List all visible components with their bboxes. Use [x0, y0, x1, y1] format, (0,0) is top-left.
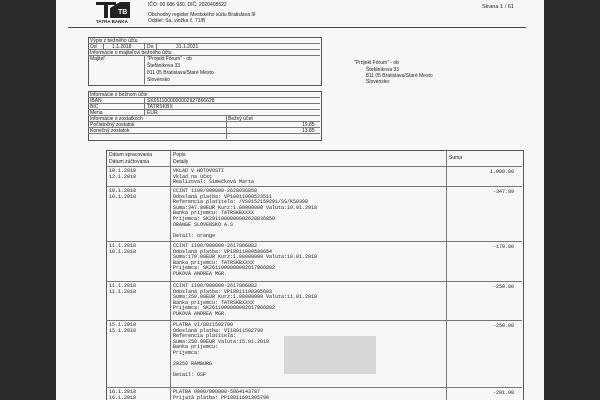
closing-balance-label: Konečný zostatok [90, 128, 130, 134]
tx-detail-line: Detail: OSF [173, 372, 207, 379]
account-section-title: Informácie o bežnom účte [90, 92, 148, 98]
bic-label: BIC [90, 104, 99, 110]
to-date: 31.1.2021 [176, 44, 199, 50]
tx-detail-line: Príjemca: SK2911000000002628036850 [173, 216, 276, 222]
tx-detail-line: Banka príjemcu: TATRSKBXXXX [173, 210, 255, 217]
register-line-2: Oddiel: Sa, vložka č. 71/B [148, 18, 206, 24]
balances-type: Bežný účet [228, 116, 253, 122]
tx-detail-line: PLATBA VI/0011502790 [173, 322, 234, 328]
tx-amount: -291.00 [492, 390, 514, 396]
iban-value: SK6511000000002927866628 [147, 98, 215, 104]
owner-city: 811 05 Bratislava/Staré Mesto [147, 70, 214, 76]
tx-amount: 1.000.00 [489, 169, 514, 175]
tx-detail-line: Referencia platiteľa: /VS0152159291/SS/KS0308 [173, 199, 309, 206]
from-date: 1.1.2018 [112, 44, 132, 50]
currency-value: EUR [147, 110, 158, 116]
balances-section-title: Informácie o zostatkoch [90, 116, 143, 122]
period-title: Výpis z bežného účtu [90, 38, 138, 44]
opening-balance-value: 19.85 [302, 122, 315, 128]
logo-text: TATRA BANKA [96, 19, 128, 24]
tx-detail-line: Odoslaná platba: VP18011000590654 [173, 248, 273, 255]
tx-detail-line: Odoslaná platba: VP18011000523511 [173, 193, 273, 200]
tx-date-processing: 11.1.2018 [109, 283, 137, 289]
tx-detail-line: Príjemca: SK2611000000002617866882 [173, 265, 276, 272]
tx-date-settlement: 10.1.2018 [109, 194, 137, 200]
tx-detail-line: Detail: orange [173, 232, 216, 239]
register-line-1: Obchodný register Mestského súdu Bratislava III [148, 12, 256, 18]
closing-balance-value: 13.85 [302, 128, 315, 134]
tx-detail-line: Prijatá platba: PP18011601395790 [173, 394, 270, 400]
tx-detail-line: CCINT 1100/000000-2617866882 [173, 283, 258, 289]
tx-detail-line: PUKOVÁ ANDREA MGR. [173, 271, 228, 277]
tatra-banka-logo-icon [96, 0, 130, 18]
tx-date-processing: 15.1.2018 [109, 322, 137, 328]
owner-country: Slovensko [147, 77, 171, 83]
col-date-settlement: Dátum zúčtovania [109, 159, 150, 165]
tx-detail-line: Suma:347.89EUR Kurz:1.00000000 Valuta:10.01.2018 [173, 204, 318, 211]
opening-balance-label: Počiatočný zostatok [90, 122, 135, 128]
tx-date-processing: 10.1.2018 [109, 168, 137, 174]
tx-detail-line: Banka príjemcu: [173, 344, 219, 351]
tx-detail-line: Príjemca: SK2611000000002617866882 [173, 305, 276, 312]
tx-date-settlement: 10.1.2018 [109, 249, 137, 255]
tx-detail-line: Banka príjemcu: TATRSKBXXXX [173, 259, 255, 266]
tx-detail-line: Odoslaná platba: VP18011190305603 [173, 288, 273, 295]
tx-detail-line: PLATBA 0900/000000-5064143787 [173, 389, 261, 395]
tx-detail-line: Banka príjemcu: TATRSKBXXXX [173, 299, 255, 306]
iban-label: IBAN [90, 98, 102, 104]
tx-detail-line: Príjemca: [173, 350, 201, 356]
tx-detail-line: PUKOVÁ ANDREA MGR. [173, 311, 228, 317]
tx-date-settlement: 11.1.2018 [109, 289, 137, 295]
tx-detail-line: Odoslaná platba: VI18011502790 [173, 327, 264, 334]
tx-detail-line: Referencia platiteľa: [173, 333, 237, 340]
tx-date-settlement: 15.1.2018 [109, 328, 137, 334]
mail-city: 811 05 Bratislava/Staré Mesto [366, 73, 433, 79]
tx-detail-line: VKLAD V HOTOVOSTI [173, 168, 225, 174]
col-details: Detaily [173, 159, 189, 165]
tx-date-processing: 11.1.2018 [109, 243, 137, 249]
tx-detail-line: CCINT 1100/000000-2628036850 [173, 188, 258, 194]
owner-label: Majiteľ [90, 56, 105, 62]
bic-value: TATRSKBX [147, 104, 173, 110]
tx-detail-line: 28259 RAMBURG [173, 361, 213, 368]
mail-country: Slovensko [366, 79, 390, 85]
tx-amount: -170.00 [492, 244, 514, 250]
tx-detail-line: CCINT 1100/000000-2617866882 [173, 243, 258, 249]
col-amount: Suma [449, 155, 463, 161]
header-divider [68, 27, 526, 28]
tx-date-processing: 10.1.2018 [109, 188, 137, 194]
tx-detail-line: Suma:170.00EUR Kurz:1.00000000 Valuta:10.01.2018 [173, 254, 318, 261]
page-number: Strana 1 / 61 [482, 4, 515, 10]
tx-detail-line: Vklad na účet [173, 173, 213, 180]
tx-date-settlement: 12.1.2018 [109, 174, 137, 180]
mail-street: Štefánikova 33 [366, 67, 400, 73]
owner-street: Štefánikova 33 [147, 63, 181, 69]
tx-detail-line: Suma:250.00EUR Kurz:1.00000000 Valuta:11.01.2018 [173, 294, 318, 301]
tx-date-processing: 16.1.2018 [109, 389, 137, 395]
tx-detail-line: Suma:250.00EUR Valuta:15.01.2018 [173, 338, 270, 345]
currency-label: Mena [90, 110, 103, 116]
owner-name: "Projekt Fórum" - ob [147, 56, 192, 62]
ico-line: IČO: 00 686 930, DIČ: 2020408522 [148, 2, 227, 8]
svg-text:TB: TB [118, 9, 128, 16]
tx-amount: -250.00 [492, 323, 514, 329]
col-date-processing: Dátum spracovania [109, 152, 153, 158]
tx-amount: -250.00 [492, 284, 514, 290]
statement-page [56, 0, 544, 400]
tx-detail-line: Realizoval: Šimečková Marta [173, 179, 255, 186]
tx-amount: -347.89 [492, 189, 514, 195]
to-label: Do [147, 44, 154, 50]
redacted-area [284, 336, 376, 374]
mail-name: "Projekt Fórum" - ob [354, 60, 399, 66]
from-label: Od [90, 44, 97, 50]
col-description: Popis [173, 152, 186, 158]
tx-date-settlement: 16.1.2018 [109, 395, 137, 400]
tx-detail-line: ORANGE SLOVENSKO A.S [173, 221, 234, 228]
owner-section-title: Informácie o majiteľovi bežného účtu [90, 50, 172, 56]
